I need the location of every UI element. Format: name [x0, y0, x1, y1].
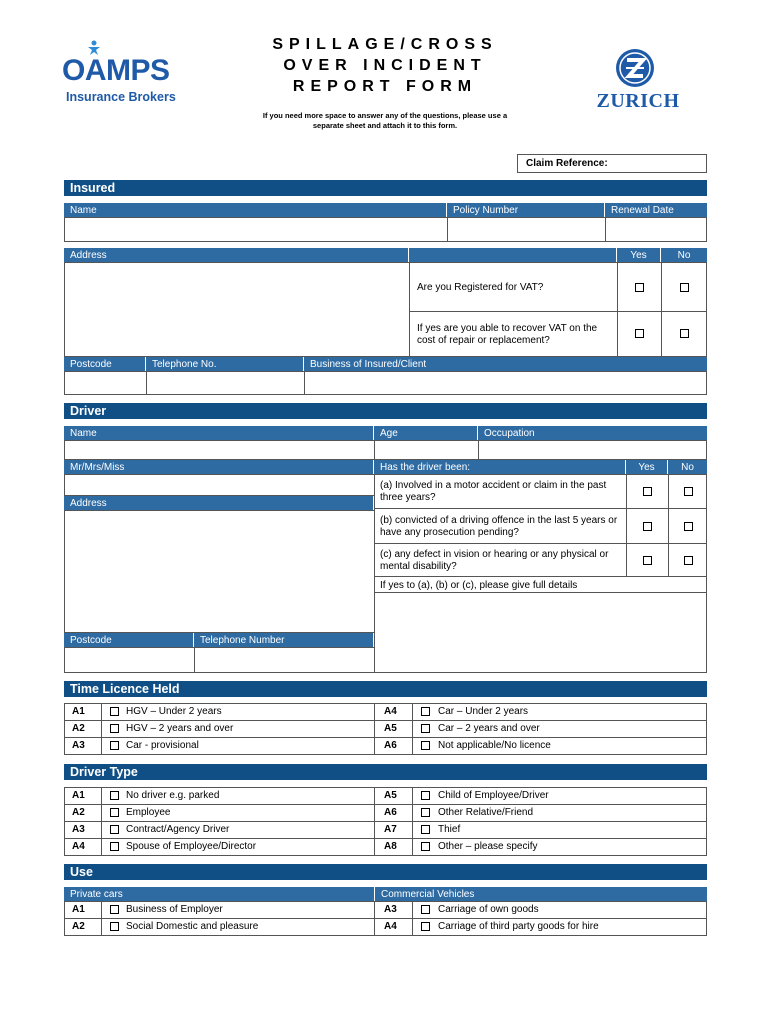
claim-reference-field[interactable]: [517, 154, 707, 173]
driver-title-field[interactable]: [64, 474, 375, 496]
recover-yes-cell: [617, 311, 662, 357]
licence-row-divider: [64, 720, 707, 721]
licence-checkbox[interactable]: [110, 741, 119, 750]
question-c-cell: [374, 543, 627, 577]
oamps-subtitle: Insurance Brokers: [66, 90, 176, 104]
question-b-yes-checkbox[interactable]: [643, 522, 652, 531]
licence-table: [64, 703, 707, 755]
question-b-cell: [374, 508, 627, 544]
driver-type-option: Employee: [126, 807, 171, 818]
licence-code: A5: [384, 723, 397, 734]
use-option: Business of Employer: [126, 904, 223, 915]
question-c-yes-checkbox[interactable]: [643, 556, 652, 565]
insured-address-field[interactable]: [64, 262, 410, 357]
question-b-no-cell: [668, 508, 707, 544]
driver-type-checkbox[interactable]: [110, 842, 119, 851]
use-checkbox[interactable]: [110, 905, 119, 914]
use-checkbox[interactable]: [110, 922, 119, 931]
driver-type-option: Contract/Agency Driver: [126, 824, 230, 835]
licence-code: A6: [384, 740, 397, 751]
driver-postcode-field[interactable]: [64, 647, 195, 673]
question-a-yes-cell: [626, 474, 669, 509]
vat-question: Are you Registered for VAT?: [417, 282, 544, 293]
driver-type-option: Child of Employee/Driver: [438, 790, 549, 801]
form-title-line-3: REPORT FORM: [292, 78, 478, 95]
licence-option: Car - provisional: [126, 740, 199, 751]
form-note-line-2: separate sheet and attach it to this form.: [312, 121, 458, 130]
driver-yes-header: Yes: [626, 460, 668, 474]
driver-no-header: No: [668, 460, 707, 474]
use-option: Carriage of own goods: [438, 904, 539, 915]
insured-name-row: [64, 203, 707, 241]
licence-col-divider: [412, 703, 413, 755]
driver-type-row-divider: [64, 804, 707, 805]
driver-address-field[interactable]: [64, 510, 375, 633]
oamps-wordmark: OAMPS: [62, 54, 170, 87]
driver-section-title: Driver: [64, 403, 707, 419]
question-a-no-cell: [668, 474, 707, 509]
use-section-title: Use: [64, 864, 707, 880]
driver-age-field[interactable]: [374, 440, 479, 460]
insured-telephone-field[interactable]: [146, 371, 305, 395]
driver-type-col-divider: [101, 787, 102, 856]
driver-age-header: Age: [374, 426, 478, 440]
vat-no-header: No: [661, 248, 707, 262]
question-c-no-checkbox[interactable]: [684, 556, 693, 565]
use-table: [64, 901, 707, 936]
driver-postcode-header: Postcode: [64, 633, 194, 647]
renewal-date-field[interactable]: [605, 217, 707, 242]
recover-no-cell: [661, 311, 707, 357]
driver-address-header: Address: [64, 496, 374, 510]
details-field[interactable]: [374, 592, 707, 673]
vat-no-cell: [661, 262, 707, 312]
zurich-logo: [585, 48, 691, 114]
driver-type-code: A3: [72, 824, 85, 835]
question-b: (b) convicted of a driving offence in the last 5 years or have any prosecution pending?: [380, 515, 618, 538]
driver-telephone-field[interactable]: [194, 647, 375, 673]
use-checkbox[interactable]: [421, 905, 430, 914]
licence-code: A2: [72, 723, 85, 734]
driver-name-header: Name: [64, 426, 374, 440]
licence-option: Car – Under 2 years: [438, 706, 529, 717]
driver-title-header: Mr/Mrs/Miss: [64, 460, 374, 474]
zurich-wordmark: ZURICH: [596, 90, 680, 112]
recover-yes-checkbox[interactable]: [635, 329, 644, 338]
insured-name-field[interactable]: [64, 217, 448, 242]
form-title: [230, 34, 540, 97]
use-col-divider: [101, 901, 102, 936]
vat-question-cell: [409, 262, 618, 312]
question-a-no-checkbox[interactable]: [684, 487, 693, 496]
driver-type-code: A4: [72, 841, 85, 852]
insured-name-header: Name: [64, 203, 447, 217]
driver-type-checkbox[interactable]: [421, 808, 430, 817]
driver-occupation-field[interactable]: [478, 440, 707, 460]
vat-spacer-header: [409, 248, 617, 262]
driver-type-checkbox[interactable]: [110, 825, 119, 834]
driver-type-code: A2: [72, 807, 85, 818]
driver-type-option: Other – please specify: [438, 841, 538, 852]
recover-no-checkbox[interactable]: [680, 329, 689, 338]
use-checkbox[interactable]: [421, 922, 430, 931]
driver-type-table: [64, 787, 707, 856]
oamps-logo: [62, 40, 202, 110]
licence-option: HGV – Under 2 years: [126, 706, 222, 717]
licence-option: Not applicable/No licence: [438, 740, 551, 751]
question-b-yes-cell: [626, 508, 669, 544]
policy-number-field[interactable]: [447, 217, 606, 242]
driver-type-option: No driver e.g. parked: [126, 790, 220, 801]
use-code: A3: [384, 904, 397, 915]
driver-type-code: A8: [384, 841, 397, 852]
driver-type-checkbox[interactable]: [421, 825, 430, 834]
licence-checkbox[interactable]: [421, 707, 430, 716]
driver-type-checkbox[interactable]: [421, 791, 430, 800]
question-a: (a) Involved in a motor accident or claim in the past three years?: [380, 480, 607, 503]
licence-option: Car – 2 years and over: [438, 723, 540, 734]
licence-checkbox[interactable]: [110, 724, 119, 733]
driver-type-checkbox[interactable]: [110, 808, 119, 817]
vat-yes-checkbox[interactable]: [635, 283, 644, 292]
driver-name-field[interactable]: [64, 440, 375, 460]
driver-type-row-divider: [64, 838, 707, 839]
has-driver-been-header: Has the driver been:: [374, 460, 626, 474]
licence-col-divider: [374, 703, 375, 755]
use-code: A1: [72, 904, 85, 915]
use-code: A4: [384, 921, 397, 932]
insured-telephone-header: Telephone No.: [146, 357, 304, 371]
commercial-vehicles-header: Commercial Vehicles: [375, 887, 707, 901]
private-cars-header: Private cars: [64, 887, 375, 901]
renewal-date-header: Renewal Date: [605, 203, 707, 217]
form-note-line-1: If you need more space to answer any of the questions, please use a: [262, 111, 508, 120]
question-b-no-checkbox[interactable]: [684, 522, 693, 531]
licence-checkbox[interactable]: [421, 724, 430, 733]
insured-postcode-field[interactable]: [64, 371, 147, 395]
driver-type-section-title: Driver Type: [64, 764, 707, 780]
licence-checkbox[interactable]: [421, 741, 430, 750]
recover-vat-question-cell: [409, 311, 618, 357]
driver-type-checkbox[interactable]: [421, 842, 430, 851]
claim-reference-label: Claim Reference:: [526, 158, 608, 169]
driver-type-code: A7: [384, 824, 397, 835]
driver-type-col-divider: [374, 787, 375, 856]
policy-number-header: Policy Number: [447, 203, 605, 217]
zurich-emblem-icon: [615, 48, 655, 88]
question-a-yes-checkbox[interactable]: [643, 487, 652, 496]
licence-code: A3: [72, 740, 85, 751]
form-note: [220, 111, 550, 131]
use-option: Social Domestic and pleasure: [126, 921, 259, 932]
driver-type-code: A5: [384, 790, 397, 801]
question-c: (c) any defect in vision or hearing or any physical or mental disability?: [380, 549, 609, 572]
driver-type-option: Thief: [438, 824, 461, 835]
question-a-cell: [374, 474, 627, 509]
driver-type-code: A1: [72, 790, 85, 801]
recover-vat-question: If yes are you able to recover VAT on the cost of repair or replacement?: [417, 323, 598, 346]
licence-code: A4: [384, 706, 397, 717]
licence-row-divider: [64, 737, 707, 738]
driver-type-option: Other Relative/Friend: [438, 807, 534, 818]
licence-col-divider: [101, 703, 102, 755]
licence-section-title: Time Licence Held: [64, 681, 707, 697]
use-row-divider: [64, 918, 707, 919]
form-title-line-2: OVER INCIDENT: [283, 57, 487, 74]
use-col-divider: [374, 901, 375, 936]
details-label-cell: [374, 576, 707, 593]
use-col-divider: [412, 901, 413, 936]
licence-code: A1: [72, 706, 85, 717]
driver-type-code: A6: [384, 807, 397, 818]
question-c-no-cell: [668, 543, 707, 577]
driver-telephone-header: Telephone Number: [194, 633, 374, 647]
business-field[interactable]: [304, 371, 707, 395]
driver-type-row-divider: [64, 821, 707, 822]
use-code: A2: [72, 921, 85, 932]
driver-type-option: Spouse of Employee/Director: [126, 841, 257, 852]
driver-occupation-header: Occupation: [478, 426, 707, 440]
licence-option: HGV – 2 years and over: [126, 723, 234, 734]
insured-postcode-header: Postcode: [64, 357, 146, 371]
driver-type-col-divider: [412, 787, 413, 856]
form-title-line-1: SPILLAGE/CROSS: [272, 36, 498, 53]
vat-yes-cell: [617, 262, 662, 312]
vat-no-checkbox[interactable]: [680, 283, 689, 292]
use-option: Carriage of third party goods for hire: [438, 921, 599, 932]
vat-yes-header: Yes: [617, 248, 661, 262]
details-label: If yes to (a), (b) or (c), please give full details: [380, 580, 578, 591]
insured-address-header: Address: [64, 248, 409, 262]
question-c-yes-cell: [626, 543, 669, 577]
insured-section-title: Insured: [64, 180, 707, 196]
driver-type-checkbox[interactable]: [110, 791, 119, 800]
business-header: Business of Insured/Client: [304, 357, 707, 371]
licence-checkbox[interactable]: [110, 707, 119, 716]
